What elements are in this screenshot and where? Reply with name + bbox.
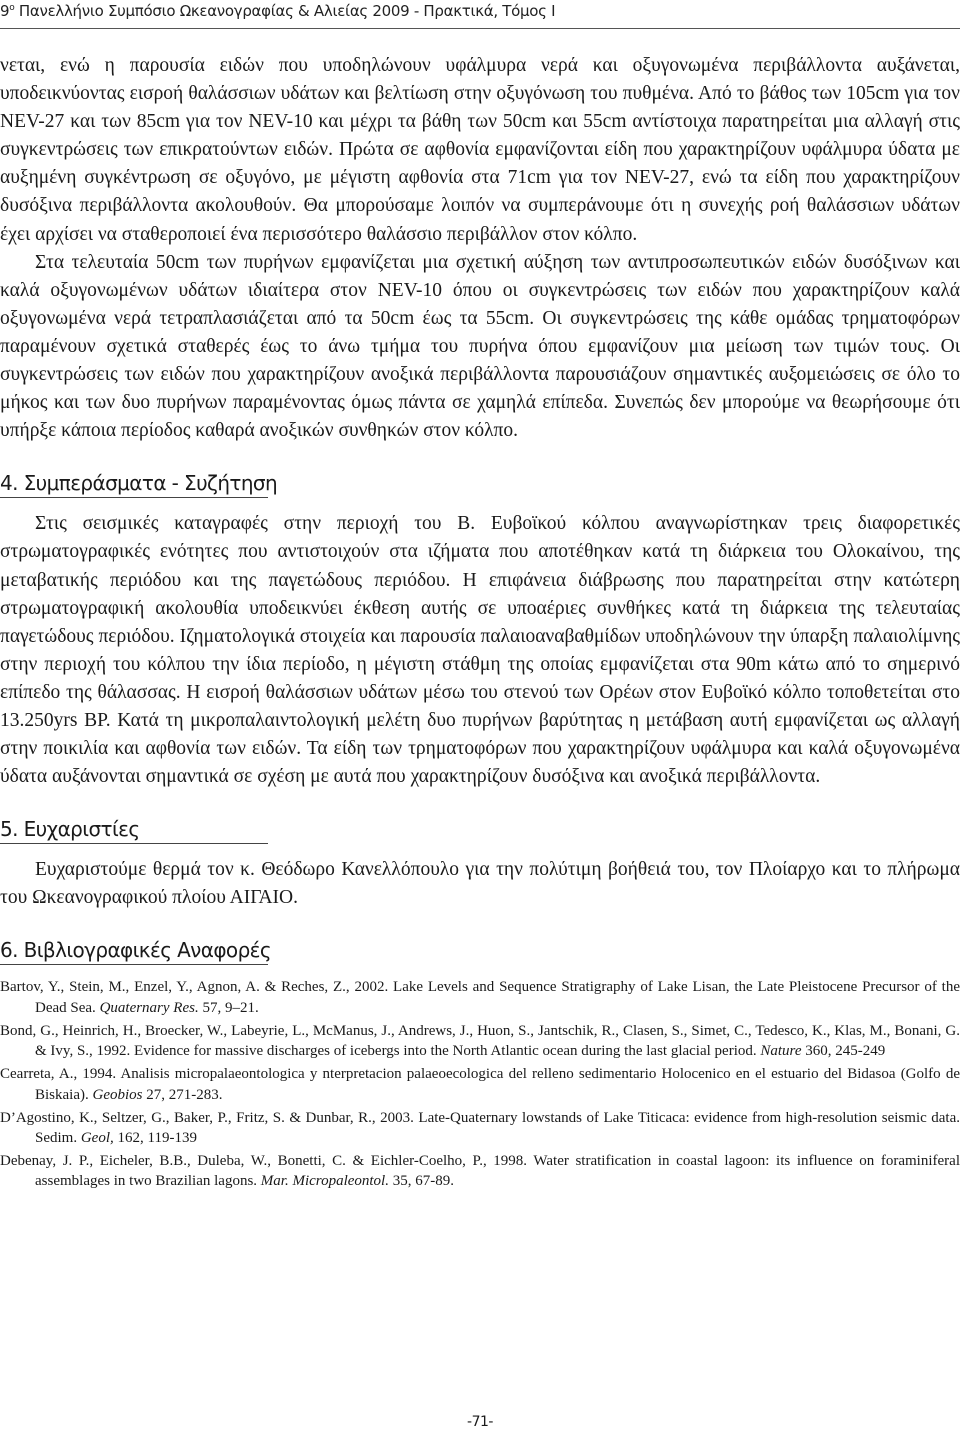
running-header <box>0 2 960 20</box>
page-content <box>0 52 960 1194</box>
reference-list <box>0 977 960 1191</box>
paragraph-3: Στις σεισμικές καταγραφές στην περιοχή του Β. Ευβοϊκού κόλπου αναγνωρίστηκαν τρεις διαφορετικές στρωματογραφικές ενότητες που αντιστοιχούν στα ιζήματα που αποτέθηκαν κατά τη διάρκεια του Ολοκαίνου, της μεταβατικής περιόδου και της παγετώδους περιόδου. Η επιφάνεια διάβρωσης που παρατηρείται στην κατώτερη στρωματογραφική ακολουθία υποδεικνύει έκθεση αυτής σε υποαέριες συνθήκες κατά τη διάρκεια της τελευταίας παγετώδους περιόδου. Ιζηματολογικά στοιχεία και παρουσία παλαιοαναβαθμίδων υποδηλώνουν την ύπαρξη παλαιολίμνης στην περιοχή του κόλπου την ίδια περίοδο, η μέγιστη στάθμη της οποίας εμφανίζεται στα 90m κάτω από το σημερινό επίπεδο της θάλασσας. Η εισροή θαλάσσιων υδάτων μέσω του στενού των Ορέων στον Ευβοϊκό κόλπο τοποθετείται στο 13.250yrs BP. Κατά τη μικροπαλαιντολογική μελέτη δυο πυρήνων βαρύτητας η μετάβαση αυτή εμφανίζεται ως αλλαγή στην ποικιλία και αφθονία των ειδών. Τα είδη των τρηματοφόρων που χαρακτηρίζουν υφάλμυρα και καλά οξυγονωμένα ύδατα αυξάνονται σημαντικά σε σχέση με αυτά που χαρακτηρίζουν δυσόξινα και ανοξικά περιβάλλοντα. <box>0 513 960 788</box>
section-5-title: 5. Ευχαριστίες <box>0 817 140 842</box>
section-6-title: 6. Βιβλιογραφικές Αναφορές <box>0 938 272 963</box>
header-rule <box>0 28 960 29</box>
section-4-underline <box>0 497 268 498</box>
section-heading-5 <box>0 817 960 844</box>
paragraph-2: Στα τελευταία 50cm των πυρήνων εμφανίζεται μια σχετική αύξηση των αντιπροσωπευτικών ειδών δυσόξινων και καλά οξυγονωμένων υδάτων ιδιαίτερα στον NEV-10 όπου οι συγκεντρώσεις των ειδών που χαρακτηρίζουν καλά οξυγονωμένα νερά τετραπλασιάζεται από τα 50cm έως τα 55cm. Οι συγκεντρώσεις της κάθε ομάδας τρηματοφόρων παραμένουν σχετικά σταθερές έως το άνω τμήμα του πυρήνα όπου εμφανίζουν μια μείωση των τιμών τους. Οι συγκεντρώσεις των ειδών που χαρακτηρίζουν ανοξικά περιβάλλοντα παρουσιάζουν σημαντικές αυξομειώσεις σε όλο το μήκος και των δυο πυρήνων παραμένοντας όμως πάντα σε χαμηλά επίπεδα. Συνεπώς δεν μπορούμε να θεωρήσουμε ότι υπήρξε κάποια περίοδος καθαρά ανοξικών συνθηκών στον κόλπο. <box>0 251 960 442</box>
section-5-underline <box>0 843 268 844</box>
header-num: 9 <box>0 2 10 20</box>
reference-item: D’Agostino, K., Seltzer, G., Baker, P., Fritz, S. & Dunbar, R., 2003. Late-Quaternary lowstands of Lake Titicaca: evidence from high-resolution seismic data. Sedim. Geol, 162, 119-139 <box>0 1109 960 1147</box>
reference-item: Bond, G., Heinrich, H., Broecker, W., Labeyrie, L., McManus, J., Andrews, J., Huon, S., Jantschik, R., Clasen, S., Simet, C., Tedesco, K., Klas, M., Bonani, G. & Ivy, S., 1992. Evidence for massive discharges of icebergs into the North Atlantic ocean during the last glacial period. Nature 360, 245-249 <box>0 1022 960 1060</box>
header-sup: ο <box>9 3 15 13</box>
reference-item: Bartov, Y., Stein, M., Enzel, Y., Agnon, A. & Reches, Z., 2002. Lake Levels and Sequence Stratigraphy of Lake Lisan, the Late Pleistocene Precursor of the Dead Sea. Quaternary Res. 57, 9–21. <box>0 979 960 1016</box>
paragraph-1: νεται, ενώ η παρουσία ειδών που υποδηλώνουν υφάλμυρα νερά και οξυγονωμένα περιβάλλοντα αυξάνεται, υποδεικνύοντας εισροή θαλάσσιων υδάτων και βελτίωση στην οξυγόνωση του πυθμένα. Από το βάθος των 105cm για τον NEV-27 και των 85cm για τον NEV-10 και μέχρι τα βάθη των 50cm και 55cm αντίστοιχα παρατηρείται μια αλλαγή στις συγκεντρώσεις των επικρατούντων ειδών. Πρώτα σε αφθονία εμφανίζονται είδη που χαρακτηρίζουν υφάλμυρα ύδατα με αυξημένη συγκέντρωση σε οξυγόνο, με μέγιστη αφθονία στα 71cm για τον NEV-27, ενώ τα είδη που χαρακτηρίζουν δυσόξινα περιβάλλοντα ακολουθούν. Θα μπορούσαμε λοιπόν να συμπεράνουμε ότι η συνεχής ροή θαλάσσιων υδάτων έχει αρχίσει να σταθεροποιεί ένα περισσότερο θαλάσσιο περιβάλλον στον κόλπο. <box>0 55 960 245</box>
paragraph-4: Ευχαριστούμε θερμά τον κ. Θεόδωρο Κανελλόπουλο για την πολύτιμη βοήθειά του, τον Πλοίαρχο και το πλήρωμα του Ωκεανογραφικού πλοίου ΑΙΓΑΙΟ. <box>0 859 960 909</box>
section-heading-4 <box>0 471 960 498</box>
header-text: Πανελλήνιο Συμπόσιο Ωκεανογραφίας & Αλιείας 2009 - Πρακτικά, Τόμος I <box>14 2 556 20</box>
reference-item: Cearreta, A., 1994. Analisis micropalaeontologica y nterpretacion palaeoecologica del relleno sedimentario Holocenico en el estuario del Bidasoa (Golfo de Biskaia). Geobios 27, 271-283. <box>0 1066 960 1103</box>
reference-item: Debenay, J. P., Eicheler, B.B., Duleba, W., Bonetti, C. & Eichler-Coelho, P., 1998. Water stratification in coastal lagoon: its influence on foraminiferal assemblages in two Brazilian lagons. Mar. Micropaleontol. 35, 67-89. <box>0 1153 960 1190</box>
page-number: -71- <box>467 1414 493 1430</box>
section-6-underline <box>0 964 268 965</box>
section-4-title: 4. Συμπεράσματα - Συζήτηση <box>0 471 278 496</box>
section-heading-6 <box>0 938 960 965</box>
